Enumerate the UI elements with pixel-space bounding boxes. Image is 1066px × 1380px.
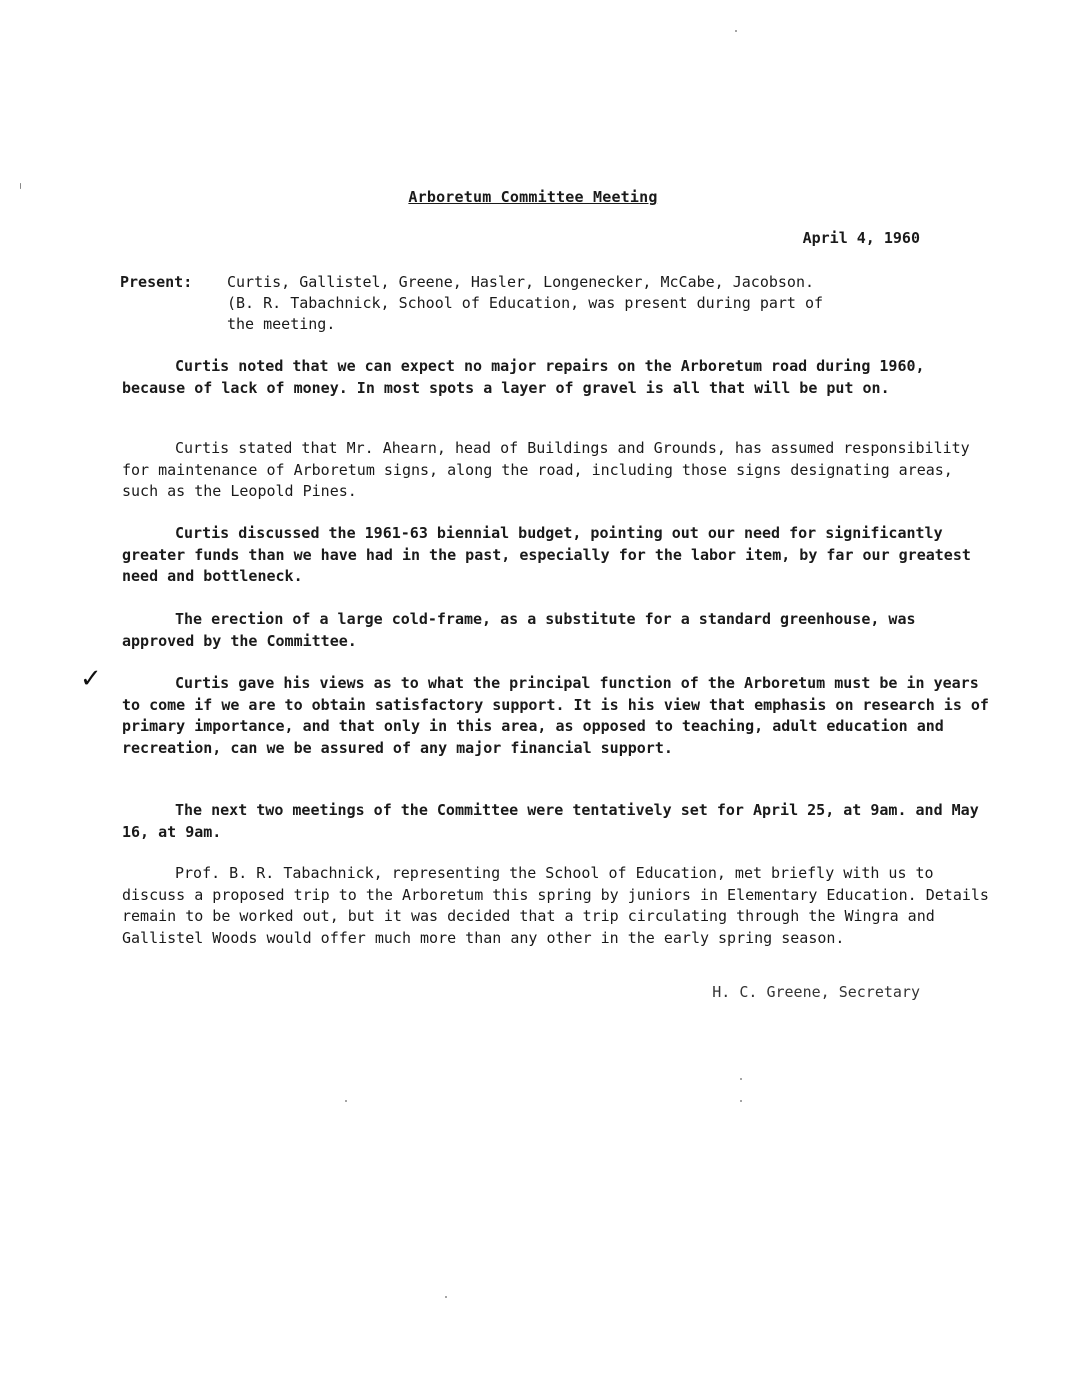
paragraph-next-meetings: The next two meetings of the Committee were tentatively set for April 25, at 9am. and May 16, at 9am. [122,801,979,841]
paper-speck [20,183,21,189]
paper-speck [740,1100,742,1102]
paper-speck [735,30,737,32]
paragraph-road-repairs: Curtis noted that we can expect no major repairs on the Arboretum road during 1960, because of lack of money. In most spots a layer of gravel is all that will be put on. [122,357,925,397]
paragraph-signs-maintenance: Curtis stated that Mr. Ahearn, head of Buildings and Grounds, has assumed responsibility for maintenance of Arboretum signs, along the road, including those signs designating areas, such as the Leopold Pines. [122,439,970,500]
checkmark-icon: ✓ [80,664,102,694]
paragraph-school-trip: Prof. B. R. Tabachnick, representing the School of Education, met briefly with us to discuss a proposed trip to the Arboretum this spring by juniors in Elementary Education. Details remain to be worked out, but it was decided that a trip circulating through the Wingra and Gallistel Woods would offer much more than any other in the early spring season. [122,864,989,947]
attendance-block [120,272,950,335]
paper-speck [740,1078,742,1080]
secretary-signature: H. C. Greene, Secretary [712,983,920,1001]
present-note-line2: the meeting. [227,315,336,333]
meeting-date: April 4, 1960 [802,229,920,247]
paragraph-budget: Curtis discussed the 1961-63 biennial budget, pointing out our need for significantly greater funds than we have had in the past, especially for the labor item, by far our greatest need and bottleneck. [122,524,971,585]
present-label: Present: [120,273,193,291]
document-title: Arboretum Committee Meeting [408,188,658,206]
paper-speck [345,1100,347,1102]
paragraph-cold-frame: The erection of a large cold-frame, as a substitute for a standard greenhouse, was approved by the Committee. [122,610,916,650]
present-note-line1: (B. R. Tabachnick, School of Education, was present during part of [227,294,824,312]
paragraph-principal-function: Curtis gave his views as to what the principal function of the Arboretum must be in years to come if we are to obtain satisfactory support. It is his view that emphasis on research is of primary importance, and that only in this area, as opposed to teaching, adult education and recreation, can we be assured of any major financial support. [122,674,989,757]
present-names: Curtis, Gallistel, Greene, Hasler, Longenecker, McCabe, Jacobson. [227,273,814,291]
paper-speck [445,1296,447,1298]
